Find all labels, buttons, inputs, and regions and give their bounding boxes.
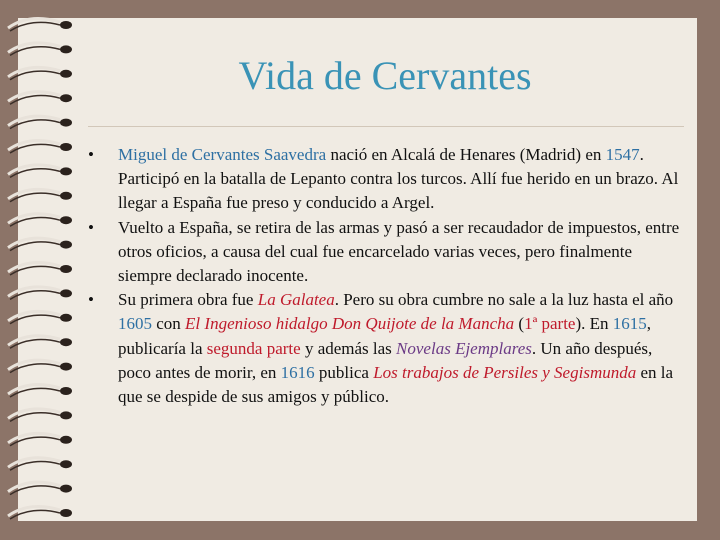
spiral-hole [60,119,72,127]
year-1605: 1605 [118,314,152,334]
spiral-hole [60,143,72,151]
bullet-marker: • [88,145,94,164]
author-name: Miguel de Cervantes Saavedra [118,145,327,164]
spiral-hole [60,21,72,29]
bullet-marker: • [88,217,94,237]
title-divider [88,126,684,127]
spiral-hole [60,485,72,493]
spiral-hole [60,436,72,444]
spiral-hole [60,241,72,249]
spiral-hole [60,70,72,78]
spiral-hole [60,265,72,273]
spiral-hole [60,167,72,175]
spiral-hole [60,192,72,200]
bullet-marker: • [88,290,94,310]
spiral-hole [60,45,72,53]
slide-title: Vida de Cervantes [238,53,532,98]
work-la-galatea: La Galatea [257,290,335,310]
bullet-item-works: • Su primera obra fue La Galatea. Pero su obra cumbre no sale a la luz hasta el año 1605 con El Ingenioso hidalgo Don Quijote de la Mancha (1ª parte). En 1615, publicaría la segunda parte y además las Novelas Ejemplares. Un año después, poco antes de morir, en 1616 publica Los trabajos de Persiles y Segismunda en la que se despide de sus amigos y público. [88,290,674,407]
spiral-hole [60,289,72,297]
year-1615: 1615 [612,314,647,334]
bullet-item-birth: • Miguel de Cervantes Saavedra nació en Alcalá de Henares (Madrid) en 1547. Participó en la batalla de Lepanto contra los turcos. Allí fue herido en un brazo. Al llegar a España fue preso y conducido a Argel. [88,145,679,213]
spiral-hole [60,460,72,468]
bullet-item-return: • Vuelto a España, se retira de las armas y pasó a ser recaudador de impuestos, entre otros oficios, a causa del cual fue encarcelado varias veces, pero finalmente siempre declarado inocente. [88,217,680,286]
spiral-hole [60,216,72,224]
spiral-hole [60,338,72,346]
year-1547: 1547 [605,145,640,164]
work-persiles: Los trabajos de Persiles y Segismunda [373,362,637,382]
work-novelas-ejemplares: Novelas Ejemplares [396,338,532,358]
work-quijote: El Ingenioso hidalgo Don Quijote de la Mancha [185,314,515,334]
spiral-hole [60,509,72,517]
spiral-hole [60,411,72,419]
spiral-hole [60,363,72,371]
spiral-binding-icon [4,10,78,530]
year-1616: 1616 [280,362,315,382]
second-part: segunda parte [206,338,301,358]
bullet-list [88,143,684,409]
spiral-hole [60,94,72,102]
first-part: 1ª parte [524,314,576,334]
spiral-hole [60,314,72,322]
spiral-hole [60,387,72,395]
